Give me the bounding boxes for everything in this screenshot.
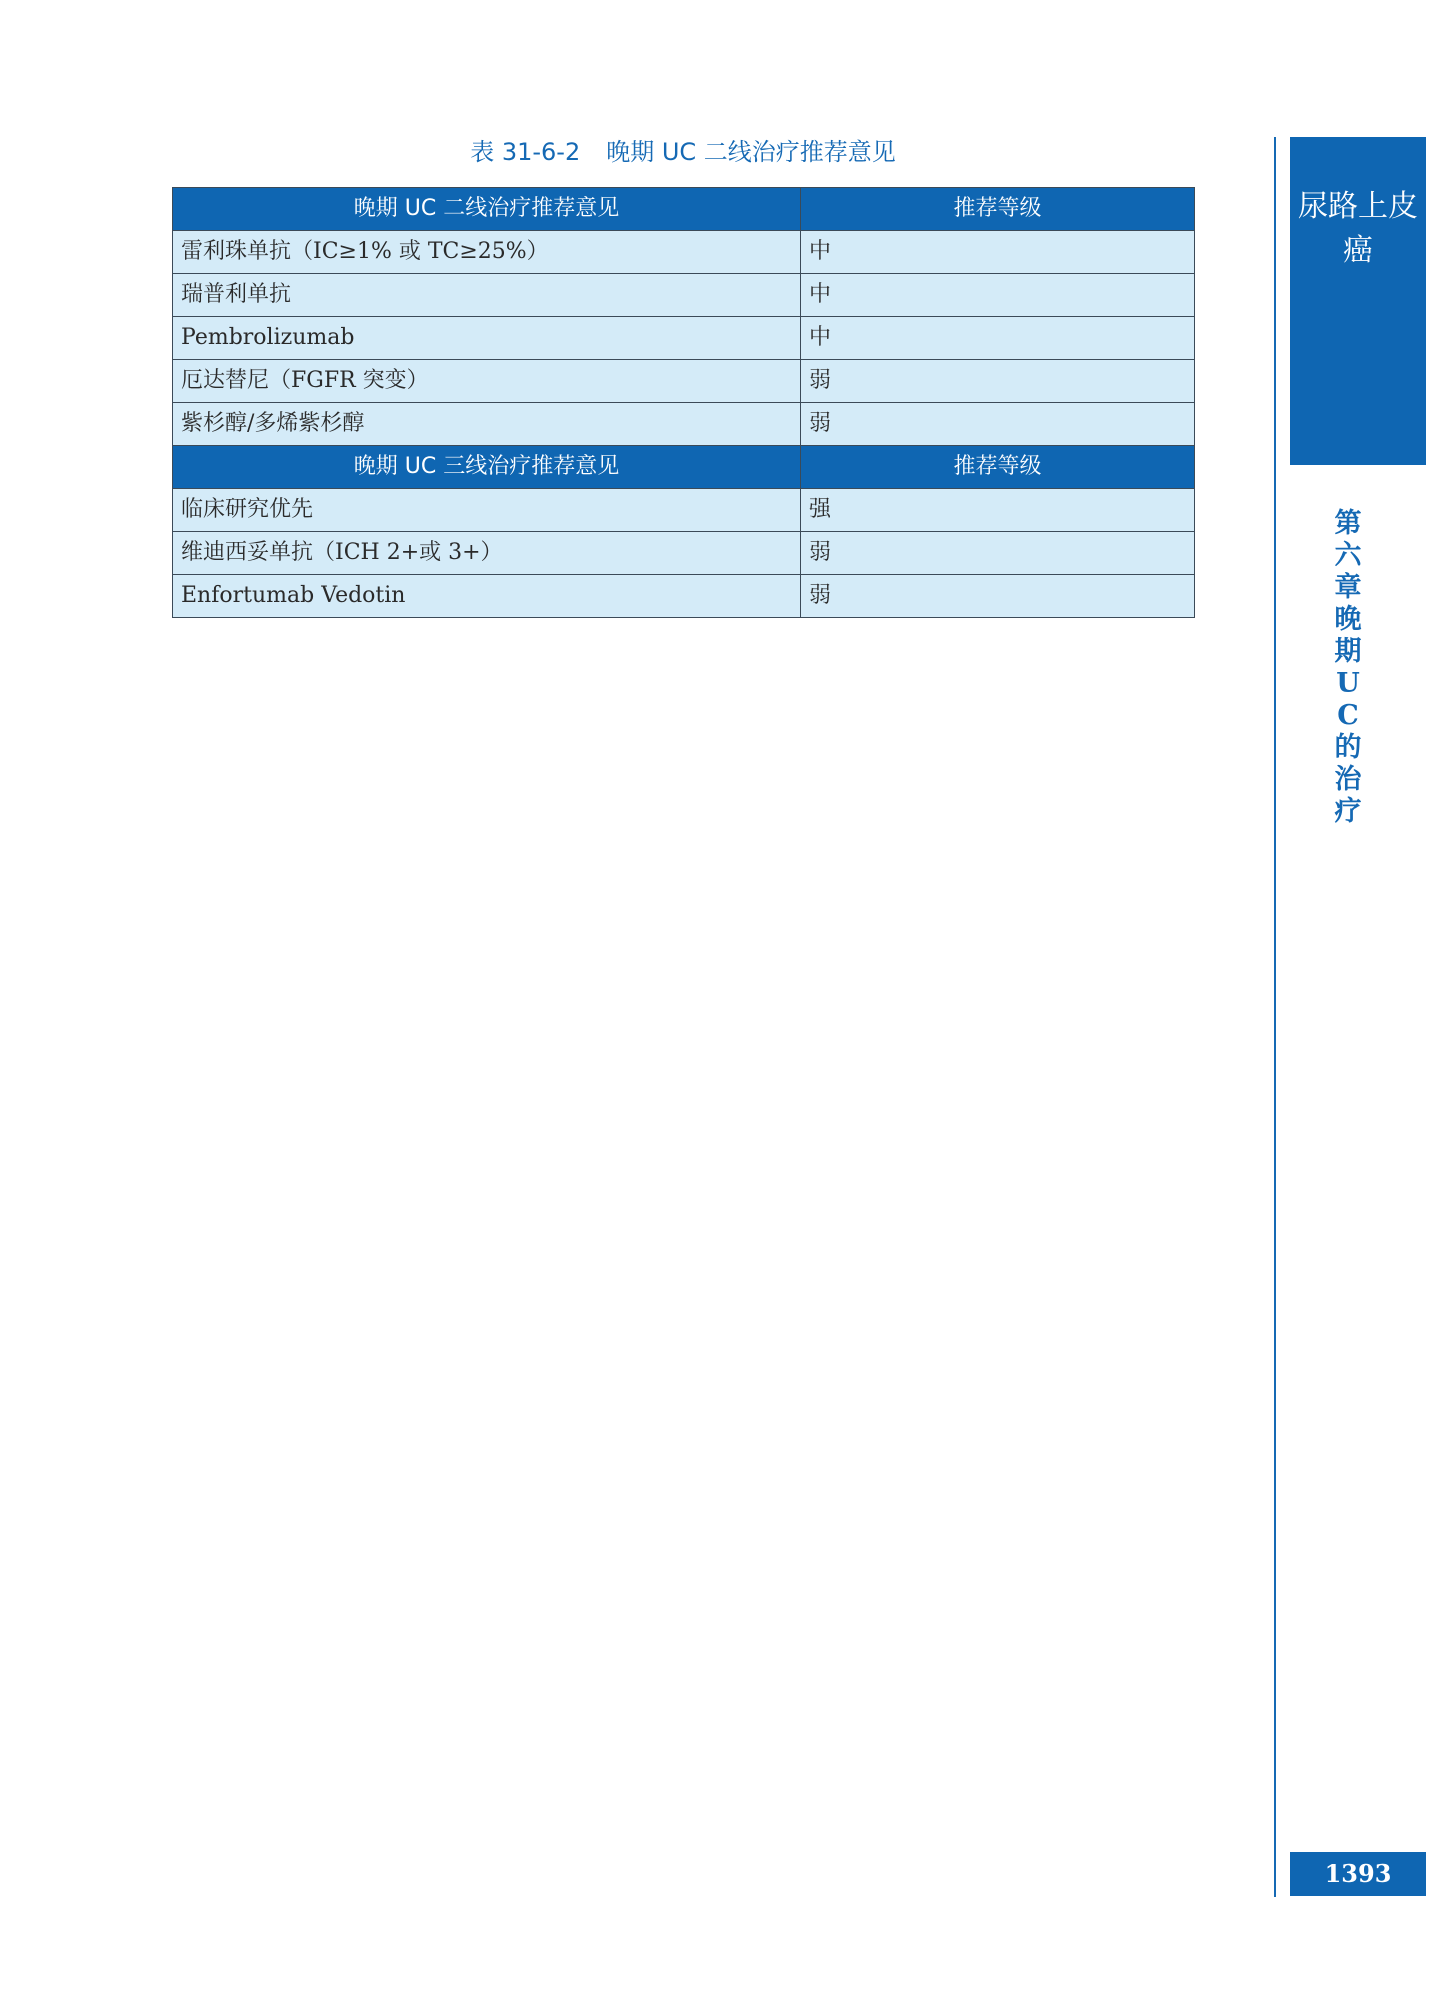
table-row [173, 489, 1195, 532]
section-tab [1290, 137, 1426, 465]
table-row [173, 317, 1195, 360]
table-number: 表 31-6-2 [470, 138, 581, 166]
table-row [173, 403, 1195, 446]
header-cell-recommendation: 晚期 UC 三线治疗推荐意见 [173, 446, 801, 489]
row-grade: 中 [801, 231, 1195, 274]
row-grade: 弱 [801, 360, 1195, 403]
row-recommendation: Enfortumab Vedotin [173, 575, 801, 618]
row-grade: 弱 [801, 575, 1195, 618]
row-recommendation: 紫杉醇/多烯紫杉醇 [173, 403, 801, 446]
header-cell-grade: 推荐等级 [801, 188, 1195, 231]
table-row [173, 575, 1195, 618]
row-recommendation: 厄达替尼（FGFR 突变） [173, 360, 801, 403]
row-grade: 弱 [801, 403, 1195, 446]
page-number: 1393 [1290, 1852, 1426, 1896]
header-cell-recommendation: 晚期 UC 二线治疗推荐意见 [173, 188, 801, 231]
header-cell-grade: 推荐等级 [801, 446, 1195, 489]
row-recommendation: 雷利珠单抗（IC≥1% 或 TC≥25%） [173, 231, 801, 274]
row-grade: 弱 [801, 532, 1195, 575]
row-grade: 中 [801, 317, 1195, 360]
row-grade: 强 [801, 489, 1195, 532]
margin-divider-line [1274, 137, 1276, 1897]
table-header-row [173, 446, 1195, 489]
table-header-row [173, 188, 1195, 231]
table-row [173, 231, 1195, 274]
table-title: 晚期 UC 二线治疗推荐意见 [606, 138, 896, 166]
chapter-running-head: 第六章晚期UC的治疗 [1334, 508, 1362, 827]
row-recommendation: Pembrolizumab [173, 317, 801, 360]
row-recommendation: 瑞普利单抗 [173, 274, 801, 317]
table-caption [172, 132, 1194, 172]
table-row [173, 532, 1195, 575]
row-recommendation: 临床研究优先 [173, 489, 801, 532]
table-row [173, 274, 1195, 317]
recommendation-table [172, 187, 1195, 618]
section-tab-title: 尿路上皮癌 [1298, 189, 1418, 268]
table-row [173, 360, 1195, 403]
row-grade: 中 [801, 274, 1195, 317]
row-recommendation: 维迪西妥单抗（ICH 2+或 3+） [173, 532, 801, 575]
